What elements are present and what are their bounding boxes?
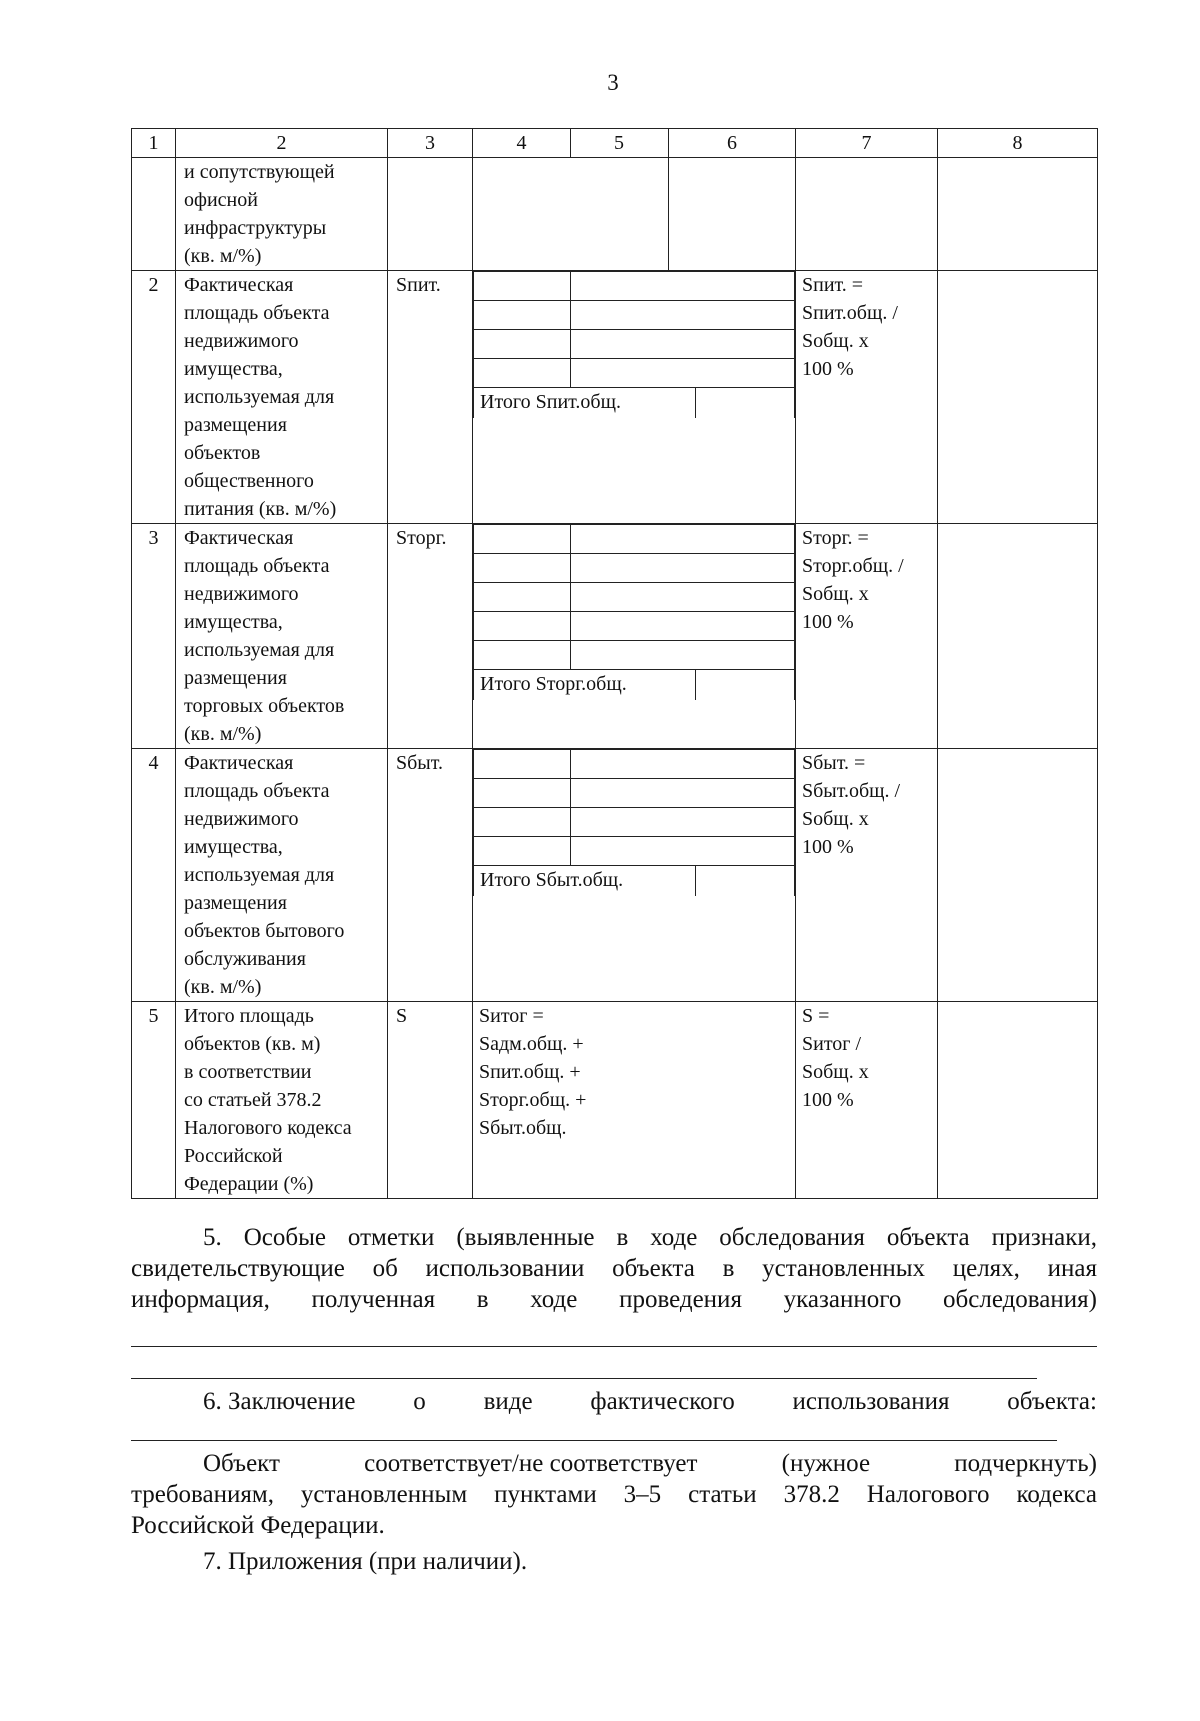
section-5-last-line: информация, полученная в ходе проведения указанного обследования) [131,1286,1097,1313]
subtable-cell [473,271,796,524]
row-description: Фактическая площадь объекта недвижимого имущества, используемая для размещения торговых объектов (кв. м/%) [176,524,388,749]
row-formula: Sторг. = Sторг.общ. / Sобщ. x 100 % [796,524,938,749]
table-header-row [132,129,1098,158]
row-symbol: Sбыт. [388,749,473,1002]
subtable-cell [473,524,796,749]
table-row [132,749,1098,1002]
row-number: 3 [132,524,176,749]
row-number: 5 [132,1002,176,1199]
table-row [132,1002,1098,1199]
conclusion-paragraph: Объект соответствует/не соответствует (нужное подчеркнуть) требованиям, установленным пунктами 3–5 статьи 378.2 Налогового кодекса Российской Федерации. [131,1450,1097,1539]
subtable [473,749,795,896]
header-cell: 7 [796,129,938,158]
row-formula: Sпит. = Sпит.общ. / Sобщ. x 100 % [796,271,938,524]
section-5-paragraph: 5. Особые отметки (выявленные в ходе обследования объекта признаки, свидетельствующие об использовании объекта в установленных целях, иная информация, полученная в ходе проведения указанного обследования) [131,1224,1097,1313]
section-6-paragraph [131,1386,1097,1417]
header-cell: 8 [938,129,1098,158]
header-cell-4-5 [473,129,669,158]
row-description: Итого площадь объектов (кв. м) в соответствии со статьей 378.2 Налогового кодекса Российской Федерации (%) [176,1002,388,1199]
row-formula: Sбыт. = Sбыт.общ. / Sобщ. x 100 % [796,749,938,1002]
subtable [473,524,795,700]
row-symbol: Sпит. [388,271,473,524]
section-6-line: 6. Заключение о виде фактического использования объекта: [203,1388,1097,1415]
row-description: и сопутствующей офисной инфраструктуры (кв. м/%) [176,158,388,271]
row-description: Фактическая площадь объекта недвижимого имущества, используемая для размещения объектов общественного питания (кв. м/%) [176,271,388,524]
fill-line [131,1346,1097,1347]
fill-line [131,1440,1057,1441]
row-formula: S = Sитог / Sобщ. x 100 % [796,1002,938,1199]
row-description: Фактическая площадь объекта недвижимого имущества, используемая для размещения объектов бытового обслуживания (кв. м/%) [176,749,388,1002]
conclusion-first-line: Объект соответствует/не соответствует (нужное подчеркнуть) [203,1450,1097,1477]
survey-table [131,128,1098,1199]
subtable [473,271,795,418]
table-row [132,158,1098,271]
header-cell: 6 [669,129,796,158]
row-symbol: S [388,1002,473,1199]
subtotal-label: Итого Sторг.общ. [474,670,696,701]
row-sum-formula: Sитог = Sадм.общ. + Sпит.общ. + Sторг.общ. + Sбыт.общ. [473,1002,796,1199]
header-cell: 5 [614,132,624,154]
table-row [132,524,1098,749]
row-symbol: Sторг. [388,524,473,749]
row-number: 2 [132,271,176,524]
row-number: 4 [132,749,176,1002]
subtotal-label: Итого Sпит.общ. [474,388,696,419]
header-cell: 4 [516,132,527,154]
page-number: 3 [607,70,619,95]
table-row [132,271,1098,524]
section-7-paragraph: 7. Приложения (при наличии). [203,1548,528,1575]
header-cell: 3 [388,129,473,158]
subtable-cell [473,749,796,1002]
header-cell: 1 [132,129,176,158]
header-cell: 2 [176,129,388,158]
fill-line [131,1378,1037,1379]
subtotal-label: Итого Sбыт.общ. [474,866,696,897]
